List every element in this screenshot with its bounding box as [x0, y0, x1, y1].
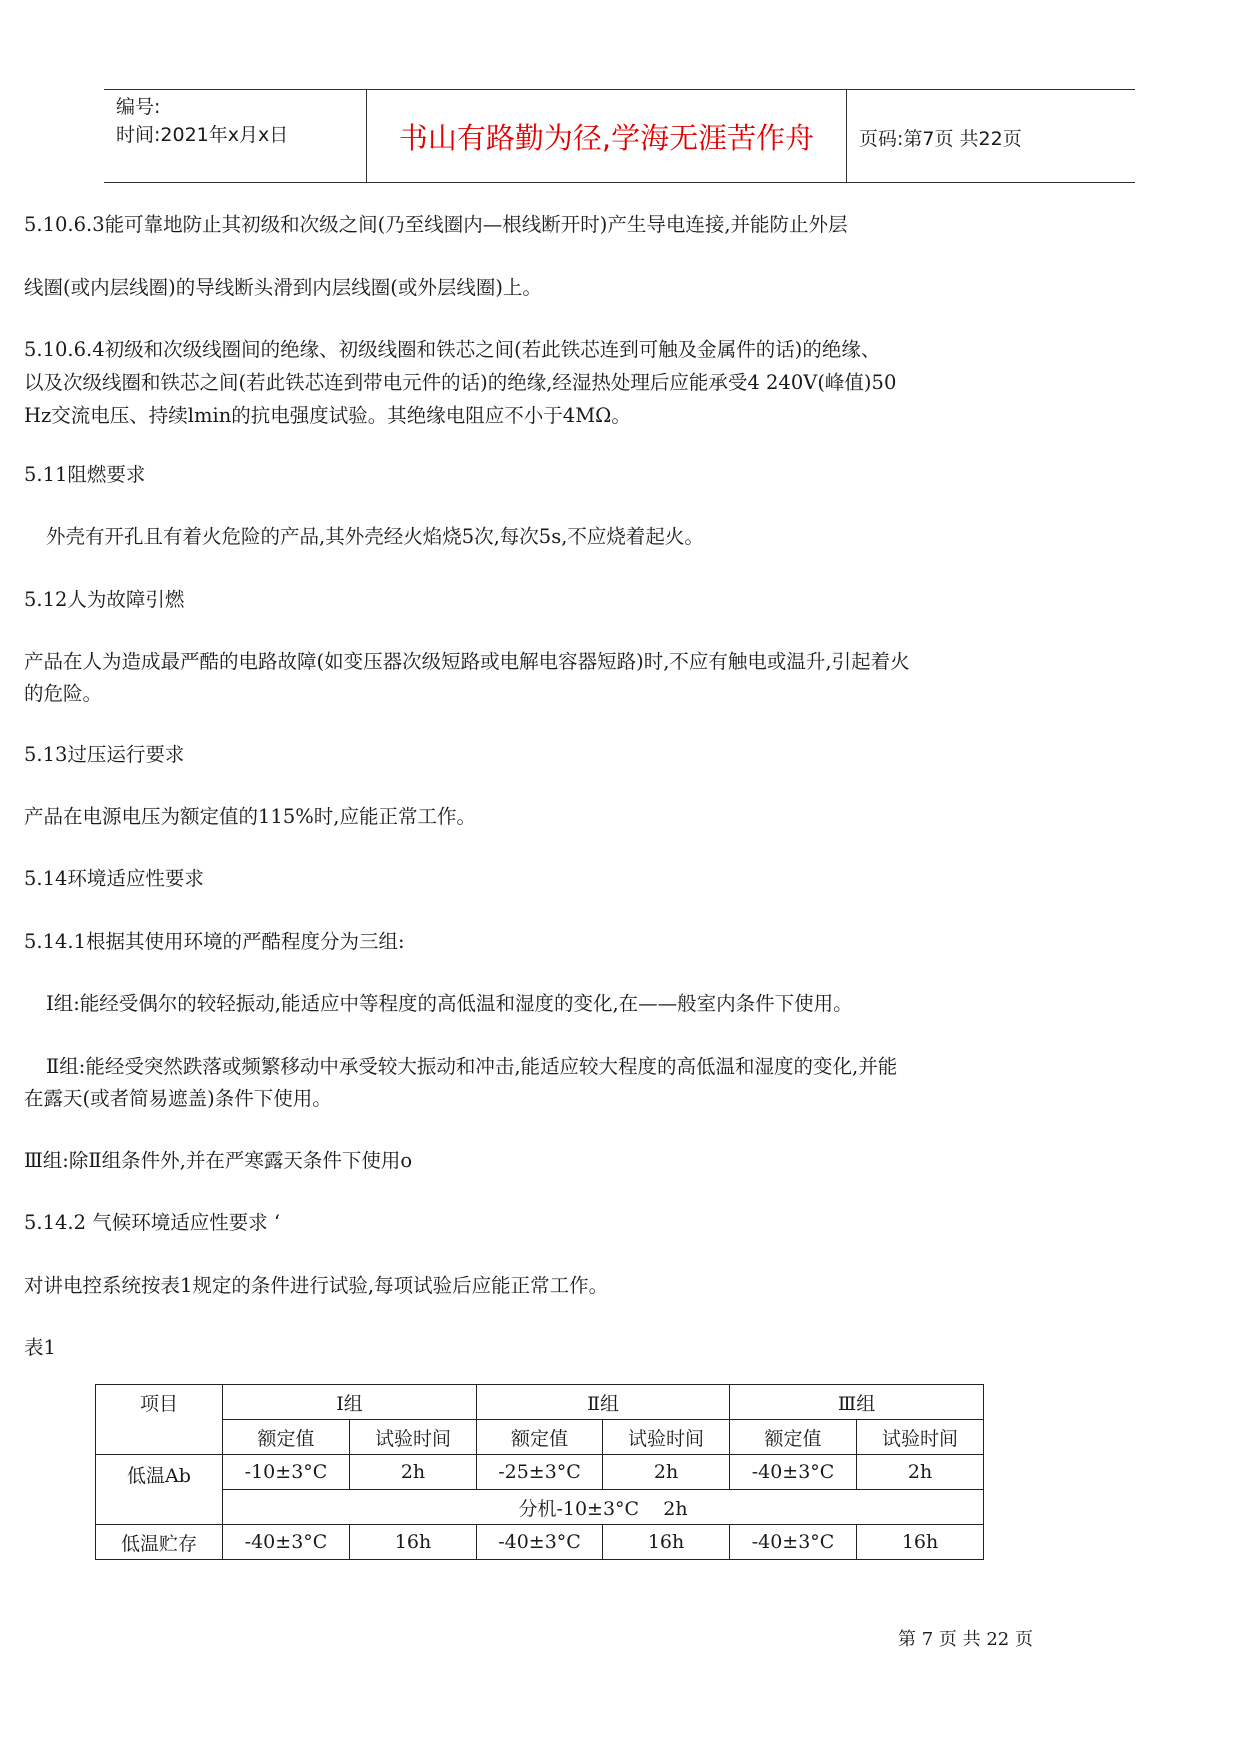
table-cell: -10±3°C: [223, 1455, 350, 1490]
row-label-low-temp-storage: 低温贮存: [96, 1525, 223, 1560]
table-cell: -40±3°C: [223, 1525, 350, 1560]
document-time-label: 时间:2021年x月x日: [116, 124, 289, 146]
group-3-description: Ⅲ组:除Ⅱ组条件外,并在严寒露天条件下使用o: [24, 1149, 413, 1172]
document-number-label: 编号:: [116, 96, 161, 118]
page-header: [104, 89, 1135, 183]
paragraph-5-12-line2: 的危险。: [24, 682, 103, 705]
header-motto: 书山有路勤为径,学海无涯苦作舟: [398, 121, 815, 155]
table-cell: 16h: [857, 1525, 984, 1560]
group-1-header: Ⅰ组: [223, 1385, 477, 1420]
table-header-row: [96, 1385, 984, 1420]
paragraph-5-14-2-heading: 5.14.2 气候环境适应性要求 ‘: [24, 1211, 281, 1234]
header-right-cell: [847, 90, 1135, 182]
section-heading-5-14: 5.14环境适应性要求: [24, 867, 204, 890]
subheader-rated-value: 额定值: [477, 1420, 603, 1455]
subheader-test-time: 试验时间: [603, 1420, 730, 1455]
subheader-rated-value: 额定值: [223, 1420, 350, 1455]
table-cell: 2h: [857, 1455, 984, 1490]
group-2-description-line1: Ⅱ组:能经受突然跌落或频繁移动中承受较大振动和冲击,能适应较大程度的高低温和湿度的变化,并能: [46, 1055, 898, 1078]
table-cell: 16h: [350, 1525, 477, 1560]
paragraph-5-12-line1: 产品在人为造成最严酷的电路故障(如变压器次级短路或电解电容器短路)时,不应有触电或温升,引起着火: [24, 650, 910, 673]
subheader-test-time: 试验时间: [350, 1420, 477, 1455]
climate-test-table: [95, 1384, 984, 1560]
table-cell: 2h: [350, 1455, 477, 1490]
table-cell: -25±3°C: [477, 1455, 603, 1490]
group-2-header: Ⅱ组: [477, 1385, 730, 1420]
paragraph-5-11-body: 外壳有开孔且有着火危险的产品,其外壳经火焰烧5次,每次5s,不应烧着起火。: [46, 525, 704, 548]
section-heading-5-12: 5.12人为故障引燃: [24, 588, 185, 611]
header-middle-cell: [367, 90, 847, 182]
table-row: [96, 1490, 984, 1525]
paragraph-5-10-6-4-line3: Hz交流电压、持续lmin的抗电强度试验。其绝缘电阻应不小于4MΩ。: [24, 404, 631, 427]
table-cell: -40±3°C: [730, 1525, 857, 1560]
table-note-cell: 分机-10±3°C 2h: [223, 1490, 984, 1525]
table-cell: -40±3°C: [477, 1525, 603, 1560]
page-footer: 第 7 页 共 22 页: [898, 1629, 1033, 1650]
table-cell: 16h: [603, 1525, 730, 1560]
table-corner-header: 项目: [96, 1385, 223, 1455]
paragraph-5-10-6-3-line2: 线圈(或内层线圈)的导线断头滑到内层线圈(或外层线圈)上。: [24, 276, 542, 299]
section-heading-5-13: 5.13过压运行要求: [24, 743, 185, 766]
table-cell: -40±3°C: [730, 1455, 857, 1490]
paragraph-5-10-6-3-line1: 5.10.6.3能可靠地防止其初级和次级之间(乃至线圈内—根线断开时)产生导电连接,并能防止外层: [24, 213, 848, 236]
paragraph-5-13-body: 产品在电源电压为额定值的115%时,应能正常工作。: [24, 805, 476, 828]
row-label-low-temp: 低温Ab: [96, 1455, 223, 1525]
table-row: [96, 1525, 984, 1560]
header-left-cell: [104, 90, 367, 182]
table-caption: 表1: [24, 1336, 56, 1359]
subheader-rated-value: 额定值: [730, 1420, 857, 1455]
table-cell: 2h: [603, 1455, 730, 1490]
section-heading-5-11: 5.11阻燃要求: [24, 463, 146, 486]
subheader-test-time: 试验时间: [857, 1420, 984, 1455]
header-page-info: 页码:第7页 共22页: [859, 128, 1022, 150]
group-3-header: Ⅲ组: [730, 1385, 984, 1420]
group-2-description-line2: 在露天(或者简易遮盖)条件下使用。: [24, 1087, 332, 1110]
paragraph-5-10-6-4-line2: 以及次级线圈和铁芯之间(若此铁芯连到带电元件的话)的绝缘,经湿热处理后应能承受4 240V(峰值)50: [24, 371, 897, 394]
paragraph-5-10-6-4-line1: 5.10.6.4初级和次级线圈间的绝缘、初级线圈和铁芯之间(若此铁芯连到可触及金属件的话)的绝缘、: [24, 338, 881, 361]
group-1-description: Ⅰ组:能经受偶尔的较轻振动,能适应中等程度的高低温和湿度的变化,在——般室内条件下使用。: [46, 992, 853, 1015]
table-subheader-row: [96, 1420, 984, 1455]
paragraph-5-14-1: 5.14.1根据其使用环境的严酷程度分为三组:: [24, 930, 405, 953]
paragraph-5-14-2-body: 对讲电控系统按表1规定的条件进行试验,每项试验后应能正常工作。: [24, 1274, 609, 1297]
table-row: [96, 1455, 984, 1490]
